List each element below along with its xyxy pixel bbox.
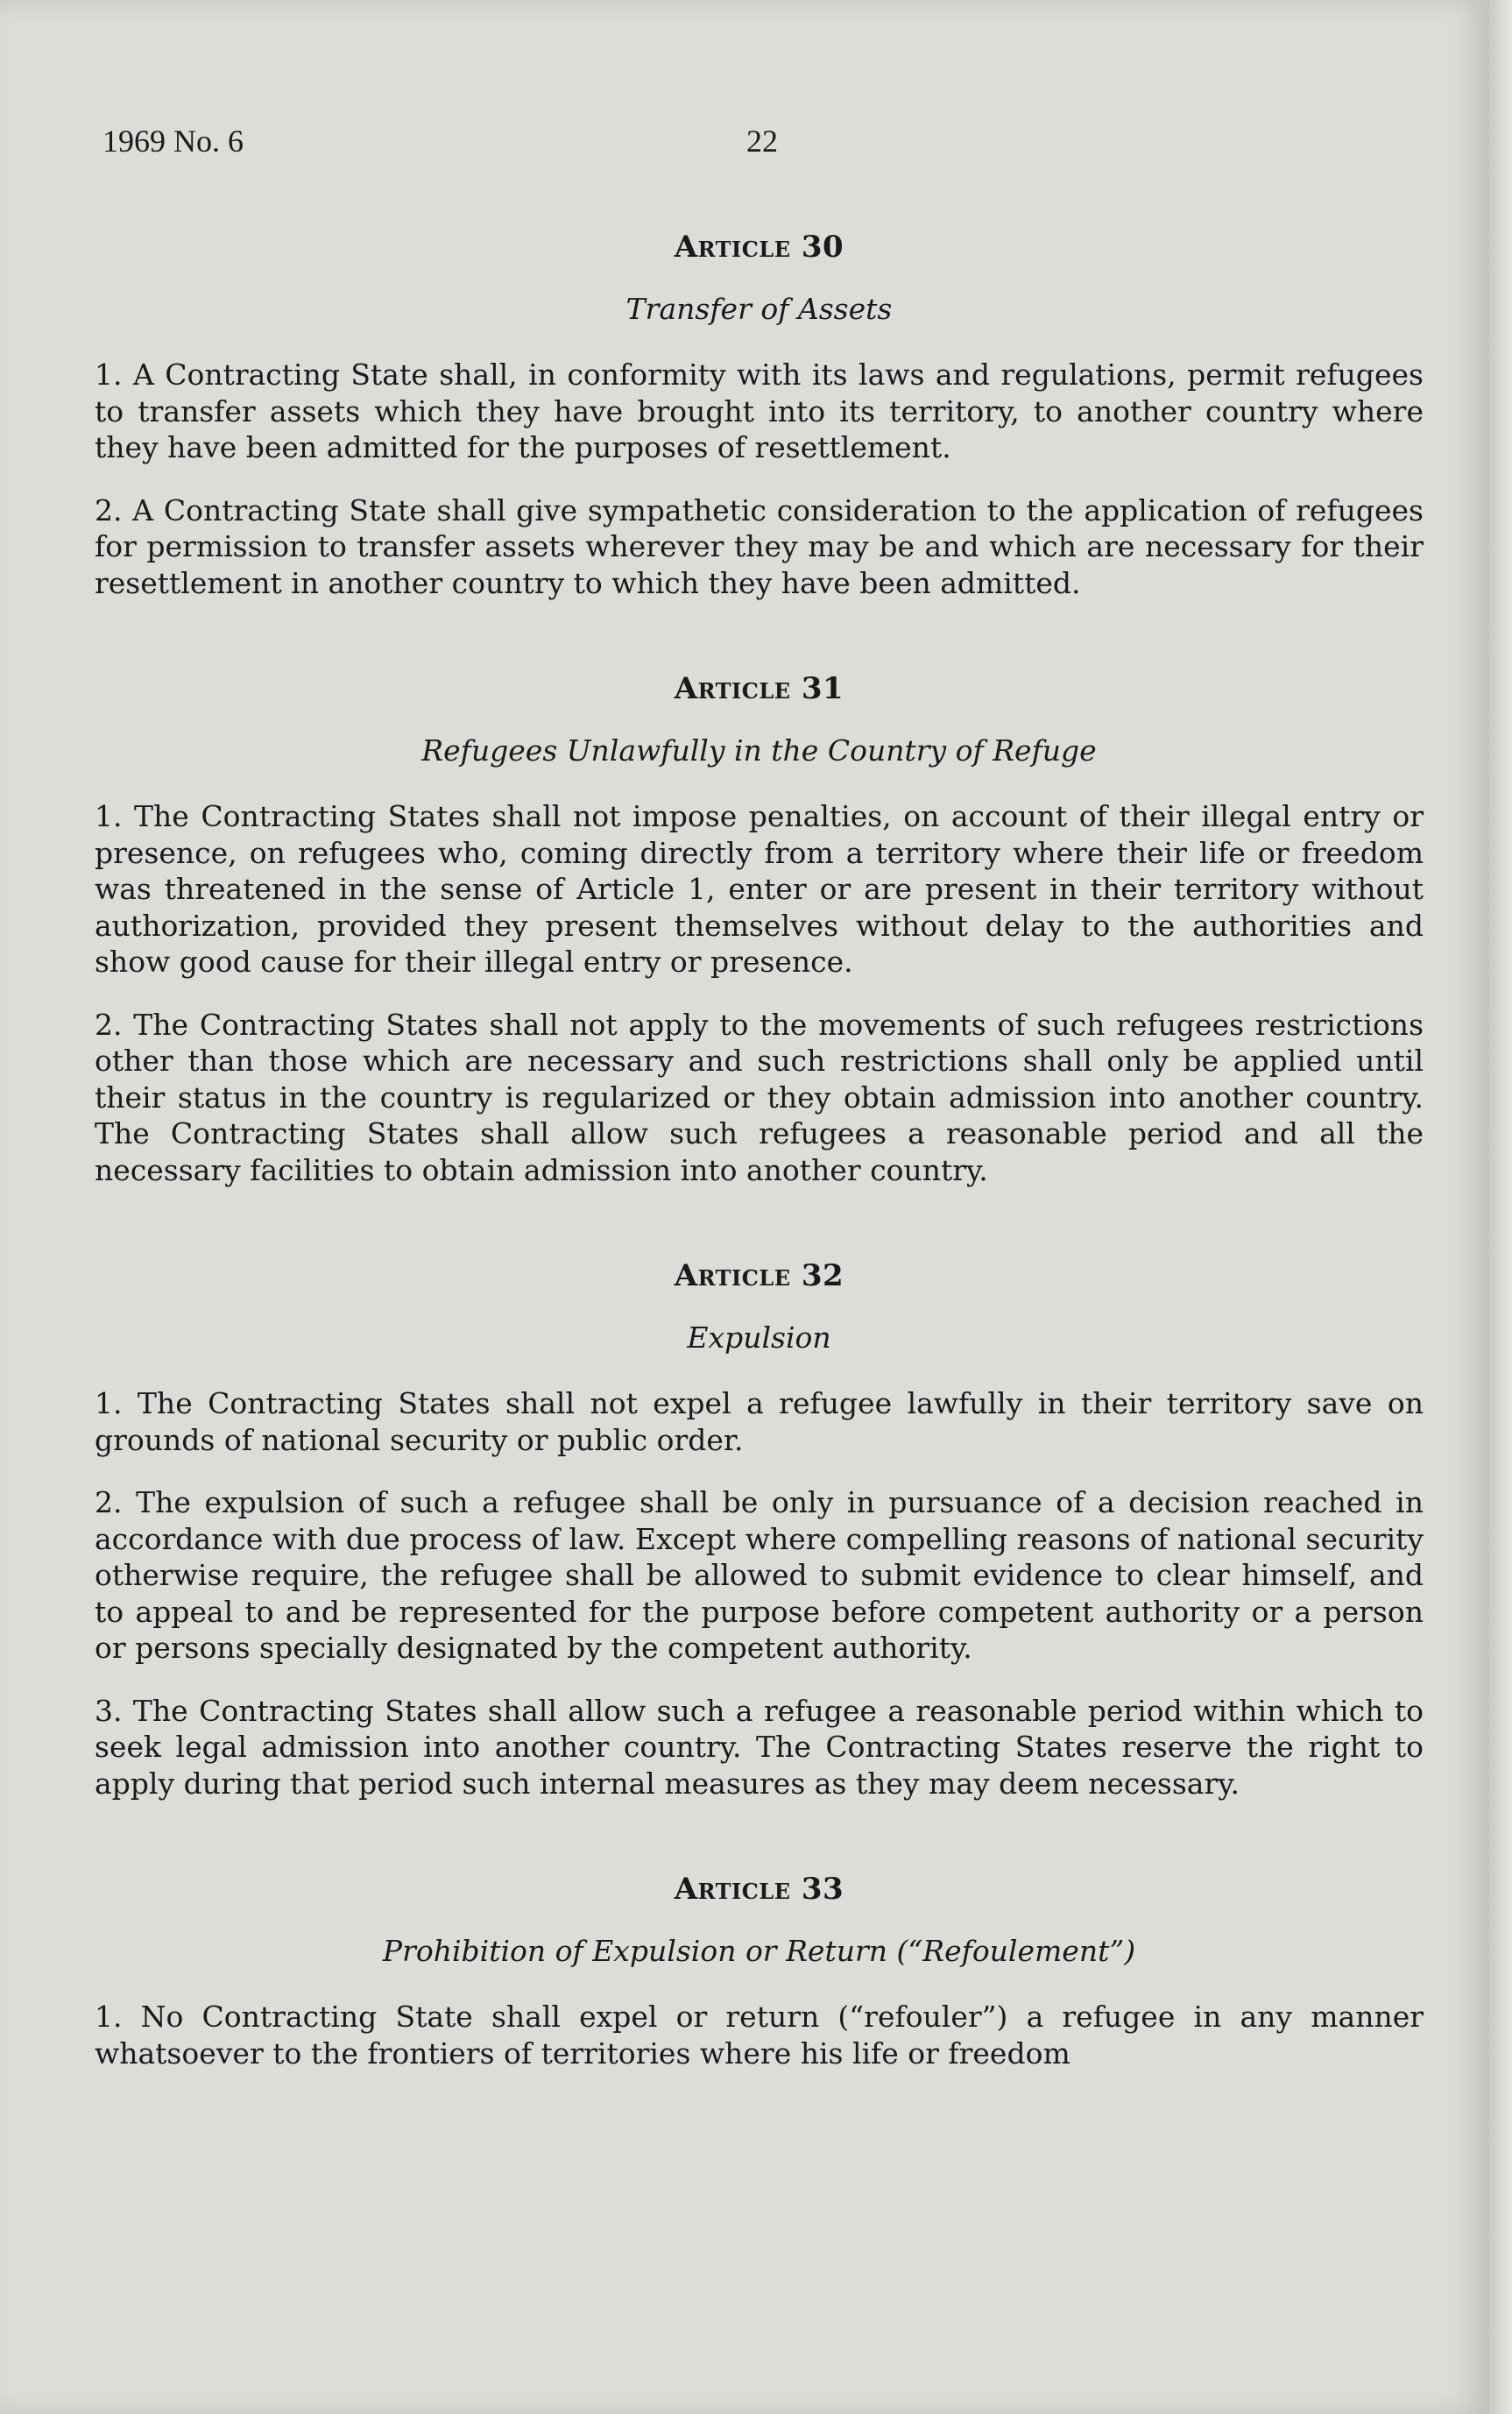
section-spacer <box>95 1828 1424 1872</box>
article-paragraph: 1. No Contracting State shall expel or return (“refouler”) a refugee in any manner whatsoever to the frontiers of territories where his life or freedom <box>95 2000 1424 2071</box>
article-32 <box>95 1258 1424 1802</box>
article-33 <box>95 1872 1424 2071</box>
article-heading: Article 30 <box>674 230 844 265</box>
article-paragraph: 2. A Contracting State shall give sympathetic consideration to the application of refugees for permission to transfer assets wherever they may be and which are necessary for their resettlement in another country to which they have been admitted. <box>95 492 1424 600</box>
article-paragraph: 1. A Contracting State shall, in conformity with its laws and regulations, permit refugees to transfer assets which they have brought into its territory, to another country where they have been admitted for the purposes of resettlement. <box>95 357 1424 464</box>
article-paragraph: 1. The Contracting States shall not expel a refugee lawfully in their territory save on grounds of national security or public order. <box>95 1386 1424 1457</box>
page-body <box>95 230 1424 2098</box>
article-paragraph: 2. The expulsion of such a refugee shall be only in pursuance of a decision reached in accordance with due process of law. Except where compelling reasons of national security otherwise require, the refugee shall be allowed to submit evidence to clear himself, and to appeal to and be represented for the purpose before competent authority or a person or persons specially designated by the competent authority. <box>95 1485 1424 1665</box>
running-head: 1969 No. 6 <box>102 124 244 159</box>
article-title: Refugees Unlawfully in the Country of Refuge <box>421 733 1097 768</box>
article-title: Expulsion <box>687 1320 831 1355</box>
article-30 <box>95 230 1424 601</box>
article-title: Transfer of Assets <box>625 291 893 326</box>
article-31 <box>95 671 1424 1188</box>
page-edge <box>1489 0 1512 2414</box>
section-spacer <box>95 627 1424 671</box>
article-title: Prohibition of Expulsion or Return (“Refoulement”) <box>382 1933 1136 1968</box>
article-heading: Article 32 <box>674 1258 844 1293</box>
page-number: 22 <box>746 124 778 159</box>
article-heading: Article 31 <box>674 671 844 706</box>
section-spacer <box>95 1214 1424 1258</box>
article-paragraph: 3. The Contracting States shall allow such a refugee a reasonable period within which to seek legal admission into another country. The Contracting States reserve the right to apply during that period such internal measures as they may deem necessary. <box>95 1693 1424 1801</box>
article-paragraph: 2. The Contracting States shall not apply to the movements of such refugees restrictions other than those which are necessary and such restrictions shall only be applied until their status in the country is regularized or they obtain admission into another country. The Contracting States shall allow such refugees a reasonable period and all the necessary facilities to obtain admission into another country. <box>95 1007 1424 1187</box>
article-heading: Article 33 <box>674 1872 844 1907</box>
article-paragraph: 1. The Contracting States shall not impose penalties, on account of their illegal entry or presence, on refugees who, coming directly from a territory where their life or freedom was threatened in the sense of Article 1, enter or are present in their territory without authorization, provided they present themselves without delay to the authorities and show good cause for their illegal entry or presence. <box>95 799 1424 979</box>
